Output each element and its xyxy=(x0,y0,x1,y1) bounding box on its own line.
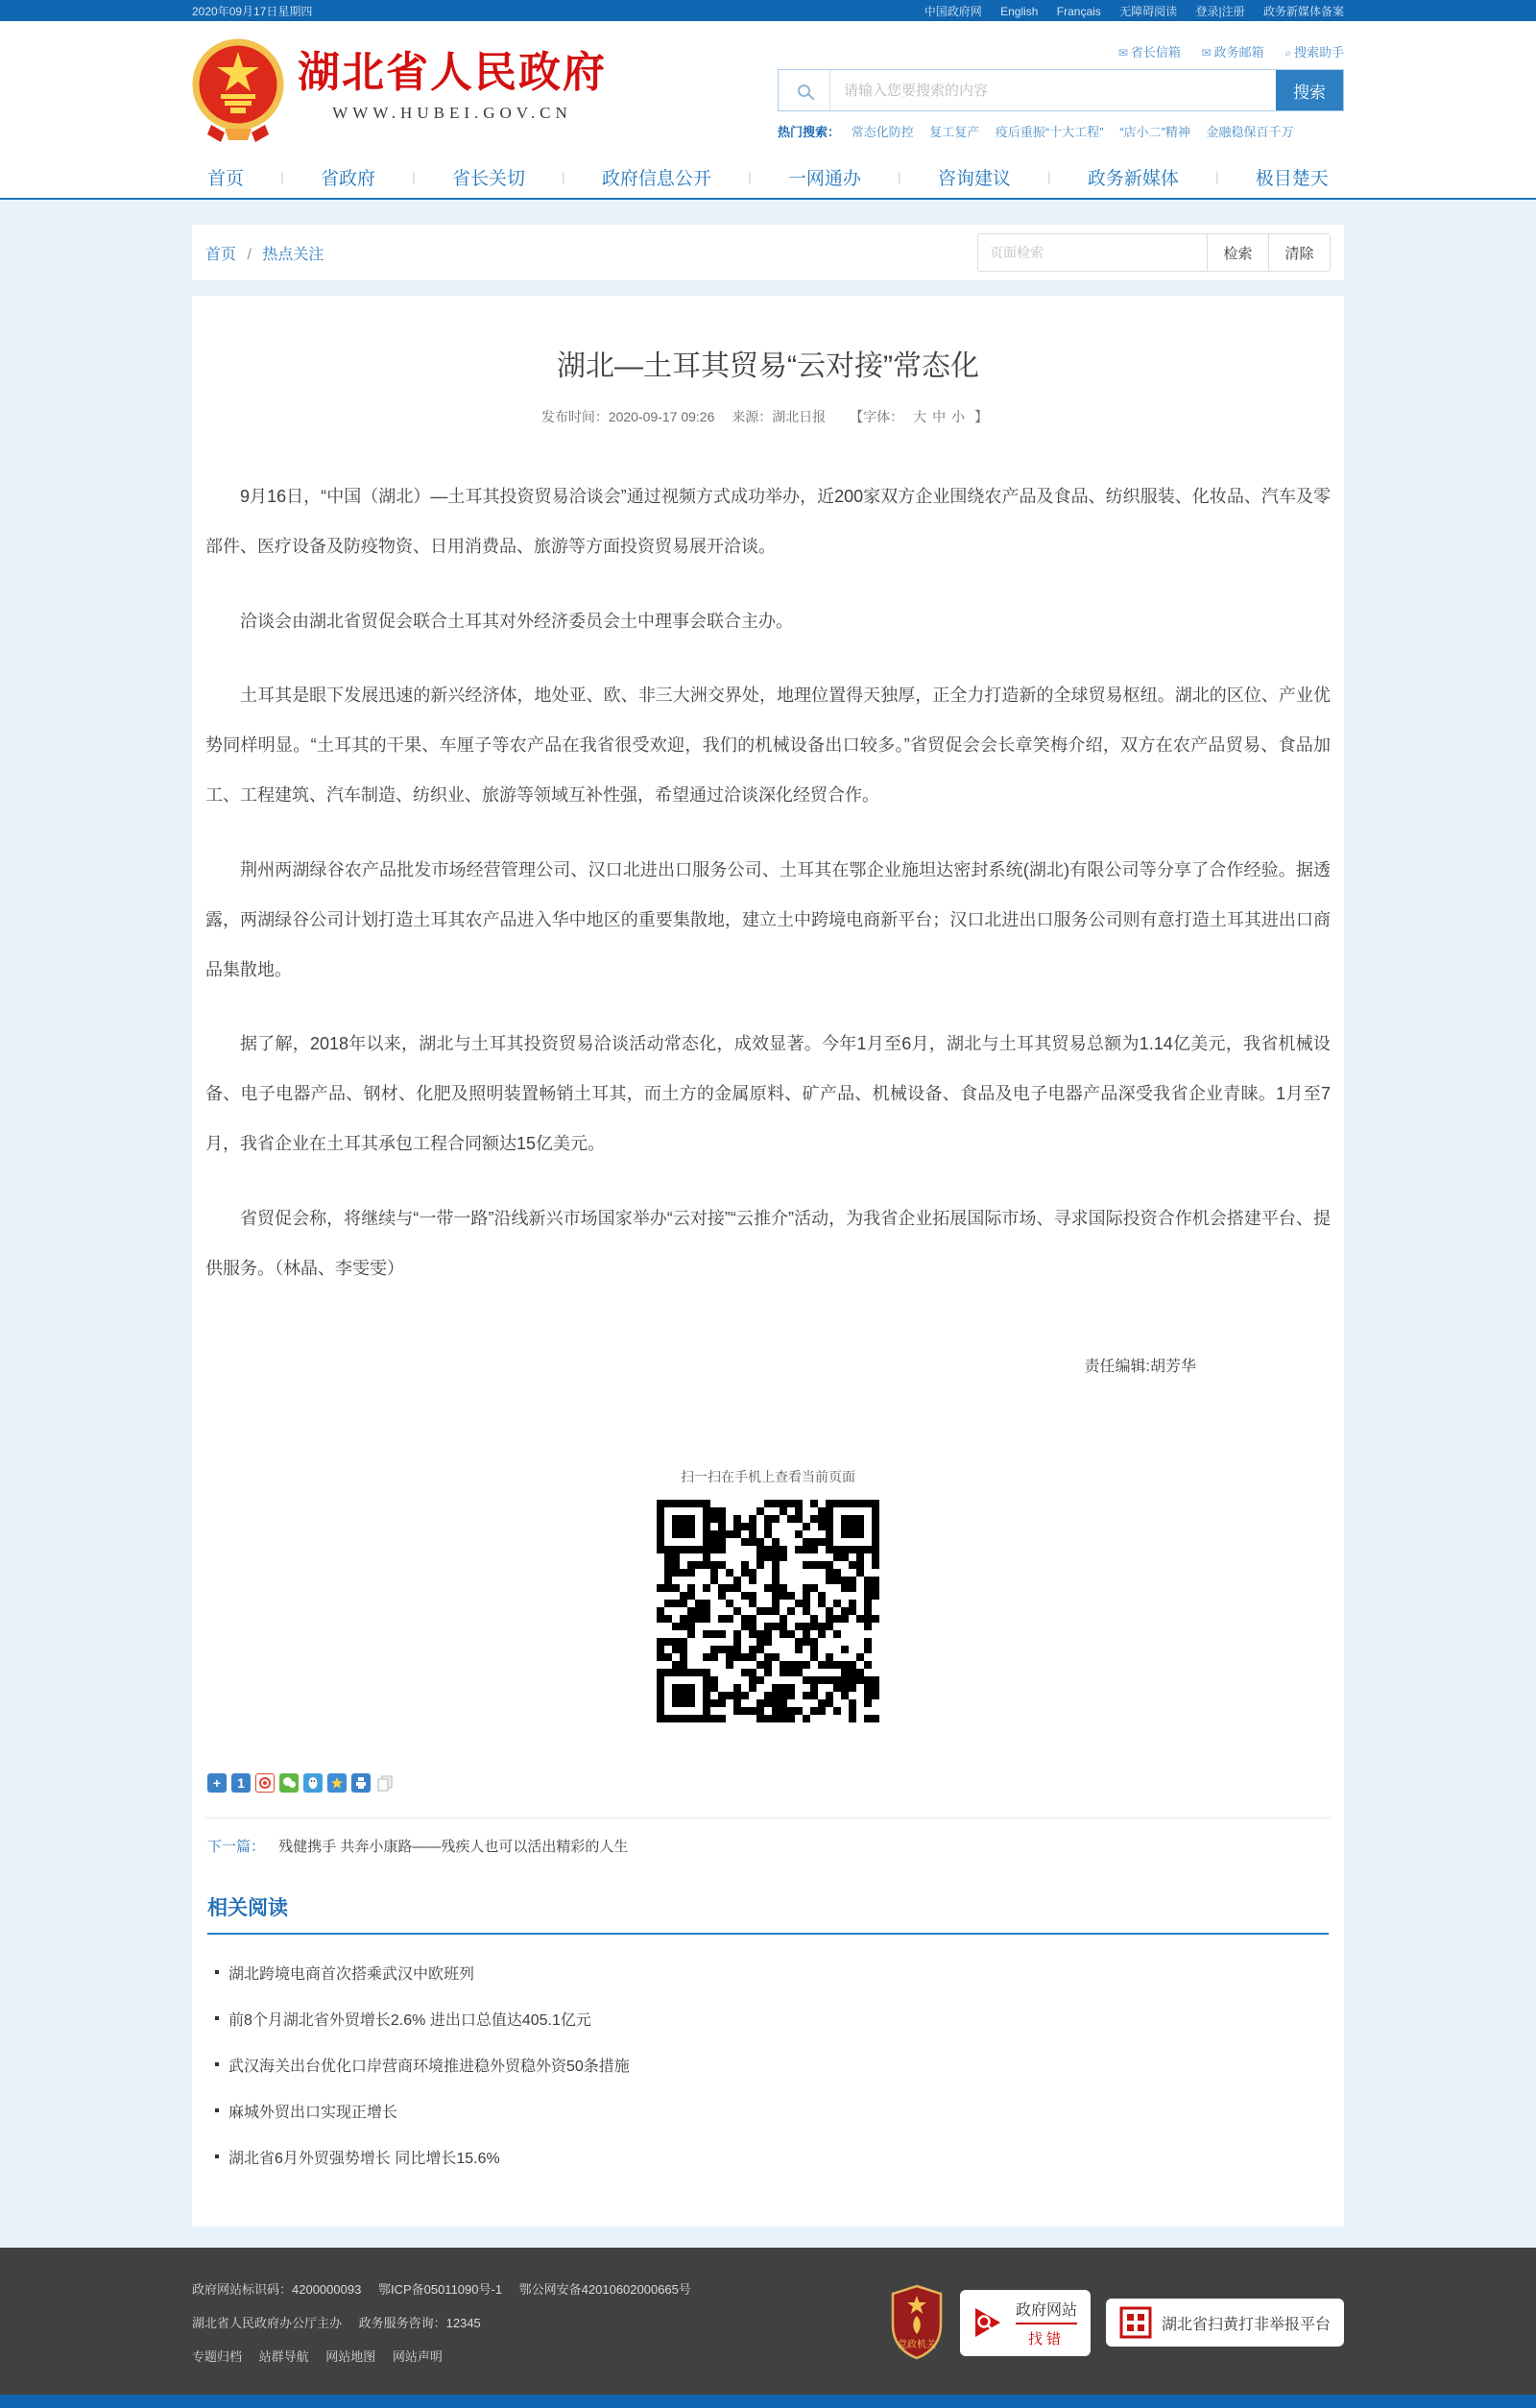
topbar-link-accessible[interactable]: 无障碍阅读 xyxy=(1119,4,1178,18)
top-bar xyxy=(0,0,1536,21)
page-search-button[interactable]: 检索 xyxy=(1207,234,1268,271)
hot-search-item[interactable]: 疫后重振“十大工程” xyxy=(995,125,1104,139)
site-url: WWW.HUBEI.GOV.CN xyxy=(332,104,572,123)
search-helper-icon: ⌕ xyxy=(1284,46,1291,60)
article-paragraph: 洽谈会由湖北省贸促会联合土耳其对外经济委员会土中理事会联合主办。 xyxy=(240,611,793,631)
footer-link-site-group[interactable]: 站群导航 xyxy=(258,2348,309,2364)
footer-link-sitemap[interactable]: 网站地图 xyxy=(325,2348,376,2364)
gov-email-link[interactable]: ✉ 政务邮箱 xyxy=(1201,45,1264,60)
related-item[interactable]: 湖北省6月外贸强势增长 同比增长15.6% xyxy=(215,2146,1321,2168)
related-reading-list xyxy=(207,1962,1329,2168)
page-search-box xyxy=(977,233,1331,272)
service-hotline: 政务服务咨询：12345 xyxy=(358,2315,481,2330)
site-search-button[interactable]: 搜索 xyxy=(1276,70,1343,110)
topbar-links xyxy=(909,3,1344,19)
nav-item-home[interactable]: 首页 xyxy=(207,168,245,189)
related-reading-title: 相关阅读 xyxy=(207,1892,1329,1935)
qzone-icon[interactable] xyxy=(327,1773,347,1793)
envelope-icon: ✉ xyxy=(1201,46,1212,60)
article-paragraph: 荆州两湖绿谷农产品批发市场经营管理公司、汉口北进出口服务公司、土耳其在鄂企业施坦达密封系统(湖北)有限公司等分享了合作经验。据透露，两湖绿谷公司计划打造土耳其农产品进入华中地区的重要集散地，建立土中跨境电商新平台；汉口北进出口服务公司则有意打造土耳其进出口商品集散地。 xyxy=(205,859,1331,979)
article-paragraph: 9月16日，“中国（湖北）—土耳其投资贸易洽谈会”通过视频方式成功举办，近200家双方企业围绕农产品及食品、纺织服装、化妆品、汽车及零部件、医疗设备及防疫物资、日用消费品、旅游等方面投资贸易展开洽谈。 xyxy=(205,487,1331,556)
related-item[interactable]: 武汉海关出台优化口岸营商环境推进稳外贸稳外资50条措施 xyxy=(215,2054,1321,2076)
hot-search-item[interactable]: 复工复产 xyxy=(929,125,980,139)
site-search-box xyxy=(778,69,1344,111)
print-icon[interactable] xyxy=(351,1773,371,1793)
topbar-link-english[interactable]: English xyxy=(1000,4,1039,18)
header-quick-links xyxy=(778,42,1344,60)
font-size-medium[interactable]: 中 xyxy=(932,409,947,424)
article-source: 来源：湖北日报 xyxy=(732,409,827,424)
page-search-clear-button[interactable]: 清除 xyxy=(1268,234,1330,271)
mailbox-icon: ✉ xyxy=(1117,46,1128,60)
article-paragraph: 据了解，2018年以来，湖北与土耳其投资贸易洽谈活动常态化，成效显著。今年1月至6月，湖北与土耳其贸易总额为1.14亿美元，我省机械设备、电子电器产品、钢材、化肥及照明装置畅销土耳其，而土方的金属原料、矿产品、机械设备、食品及电子电器产品深受我省企业青睐。1月至7月，我省企业在土耳其承包工程合同额达15亿美元。 xyxy=(205,1034,1331,1154)
qr-block xyxy=(205,1467,1331,1727)
qr-code xyxy=(657,1500,879,1722)
related-reading-section xyxy=(205,1892,1331,2168)
topbar-link-francais[interactable]: Français xyxy=(1056,4,1101,18)
article-meta: 发布时间：2020-09-17 09:26 来源：湖北日报 【字体： 大 中 小 】 xyxy=(540,409,989,424)
footer-link-statement[interactable]: 网站声明 xyxy=(392,2348,443,2364)
hot-search-item[interactable]: 金融稳保百千万 xyxy=(1206,125,1294,139)
party-gov-badge[interactable] xyxy=(889,2284,945,2361)
site-header xyxy=(0,21,1536,156)
site-logo[interactable] xyxy=(192,36,607,144)
related-item[interactable]: 湖北跨境电商首次搭乘武汉中欧班列 xyxy=(215,1962,1321,1984)
nav-item-governor[interactable]: 省长关切 xyxy=(451,168,525,189)
weibo-icon[interactable] xyxy=(255,1773,275,1793)
copy-link-icon[interactable] xyxy=(375,1773,395,1793)
red-seal-icon xyxy=(1119,2306,1152,2339)
organizer: 湖北省人民政府办公厅主办 xyxy=(192,2315,343,2330)
breadcrumb-bar xyxy=(192,225,1344,280)
svg-text:党政机关: 党政机关 xyxy=(897,2340,936,2351)
site-footer xyxy=(0,2248,1536,2395)
breadcrumb: 首页 / 热点关注 xyxy=(205,246,324,263)
nav-item-consultation[interactable]: 咨询建议 xyxy=(937,168,1011,189)
hot-search-label: 热门搜索： xyxy=(778,125,841,139)
share-more-icon[interactable]: + xyxy=(207,1773,227,1793)
qq-icon[interactable] xyxy=(303,1773,323,1793)
nav-item-jimu-chutian[interactable]: 极目楚天 xyxy=(1255,168,1329,189)
related-item[interactable]: 前8个月湖北省外贸增长2.6% 进出口总值达405.1亿元 xyxy=(215,2008,1321,2030)
article-card xyxy=(192,296,1344,2227)
next-article-row xyxy=(205,1818,1331,1864)
find-error-badge[interactable]: 政府网站 找错 xyxy=(960,2290,1091,2356)
footer-link-archive[interactable]: 专题归档 xyxy=(192,2348,243,2364)
site-search-input[interactable] xyxy=(830,70,1276,110)
one-key-share-icon[interactable]: 1 xyxy=(231,1773,251,1793)
hot-search-row xyxy=(778,122,1344,140)
article-paragraph: 土耳其是眼下发展迅速的新兴经济体，地处亚、欧、非三大洲交界处，地理位置得天独厚，正全力打造新的全球贸易枢纽。湖北的区位、产业优势同样明显。“土耳其的干果、车厘子等农产品在我省很受欢迎，我们的机械设备出口较多。”省贸促会会长章笑梅介绍，双方在农产品贸易、食品加工、工程建筑、汽车制造、纺织业、旅游等领域互补性强，希望通过洽谈深化经贸合作。 xyxy=(205,686,1331,806)
hot-search-item[interactable]: 常态化防控 xyxy=(851,125,914,139)
find-error-icon xyxy=(973,2306,1006,2339)
nav-item-new-media[interactable]: 政务新媒体 xyxy=(1087,168,1179,189)
topbar-link-login-register[interactable]: 登录|注册 xyxy=(1195,4,1245,18)
police-record-link[interactable]: 鄂公网安备42010602000665号 xyxy=(518,2281,691,2297)
icp-record-link[interactable]: 鄂ICP备05011090号-1 xyxy=(377,2281,503,2297)
qr-caption: 扫一扫在手机上查看当前页面 xyxy=(681,1468,855,1484)
related-item[interactable]: 麻城外贸出口实现正增长 xyxy=(215,2100,1321,2122)
current-date: 2020年09月17日星期四 xyxy=(192,4,313,18)
nav-item-provincial-gov[interactable]: 省政府 xyxy=(320,168,375,189)
nav-item-info-disclosure[interactable]: 政府信息公开 xyxy=(601,168,711,189)
breadcrumb-home[interactable]: 首页 xyxy=(205,246,237,263)
anti-pornography-report-badge[interactable]: 湖北省扫黄打非举报平台 xyxy=(1106,2299,1344,2347)
share-toolbar xyxy=(205,1773,1331,1793)
next-article-label: 下一篇： xyxy=(207,1838,266,1855)
site-id: 政府网站标识码：4200000093 xyxy=(192,2281,362,2297)
bottom-accent-strip xyxy=(0,2395,1536,2408)
responsible-editor: 责任编辑:胡芳华 xyxy=(1084,1358,1196,1375)
hot-search-item[interactable]: “店小二”精神 xyxy=(1119,125,1190,139)
publish-time: 发布时间：2020-09-17 09:26 xyxy=(540,409,715,424)
national-emblem-icon xyxy=(192,36,284,144)
search-icon xyxy=(779,70,830,110)
topbar-link-gov-cn[interactable]: 中国政府网 xyxy=(924,4,982,18)
main-nav: 首页 | 省政府 | 省长关切 | 政府信息公开 | 一网通办 | 咨询建议 | 政务新媒体 | 极目楚天 xyxy=(0,156,1536,200)
page-search-input[interactable] xyxy=(978,234,1207,271)
topbar-link-media-record[interactable]: 政务新媒体备案 xyxy=(1262,4,1344,18)
governor-mailbox-link[interactable]: ✉ 省长信箱 xyxy=(1117,45,1181,60)
nav-item-one-stop-service[interactable]: 一网通办 xyxy=(787,168,861,189)
wechat-icon[interactable] xyxy=(279,1773,299,1793)
article-title: 湖北—土耳其贸易“云对接”常态化 xyxy=(557,350,979,382)
article-paragraph: 省贸促会称，将继续与“一带一路”沿线新兴市场国家举办“云对接”“云推介”活动，为我省企业拓展国际市场、寻求国际投资合作机会搭建平台、提供服务。（林晶、李雯雯） xyxy=(205,1208,1331,1278)
site-name: 湖北省人民政府 xyxy=(298,49,607,96)
next-article-link[interactable]: 残健携手 共奔小康路——残疾人也可以活出精彩的人生 xyxy=(278,1838,629,1855)
breadcrumb-current[interactable]: 热点关注 xyxy=(262,246,324,263)
search-helper-link[interactable]: ⌕ 搜索助手 xyxy=(1284,45,1344,60)
font-size-large[interactable]: 大 xyxy=(913,409,927,424)
font-size-small[interactable]: 小 xyxy=(951,409,966,424)
article-body xyxy=(205,472,1331,1294)
